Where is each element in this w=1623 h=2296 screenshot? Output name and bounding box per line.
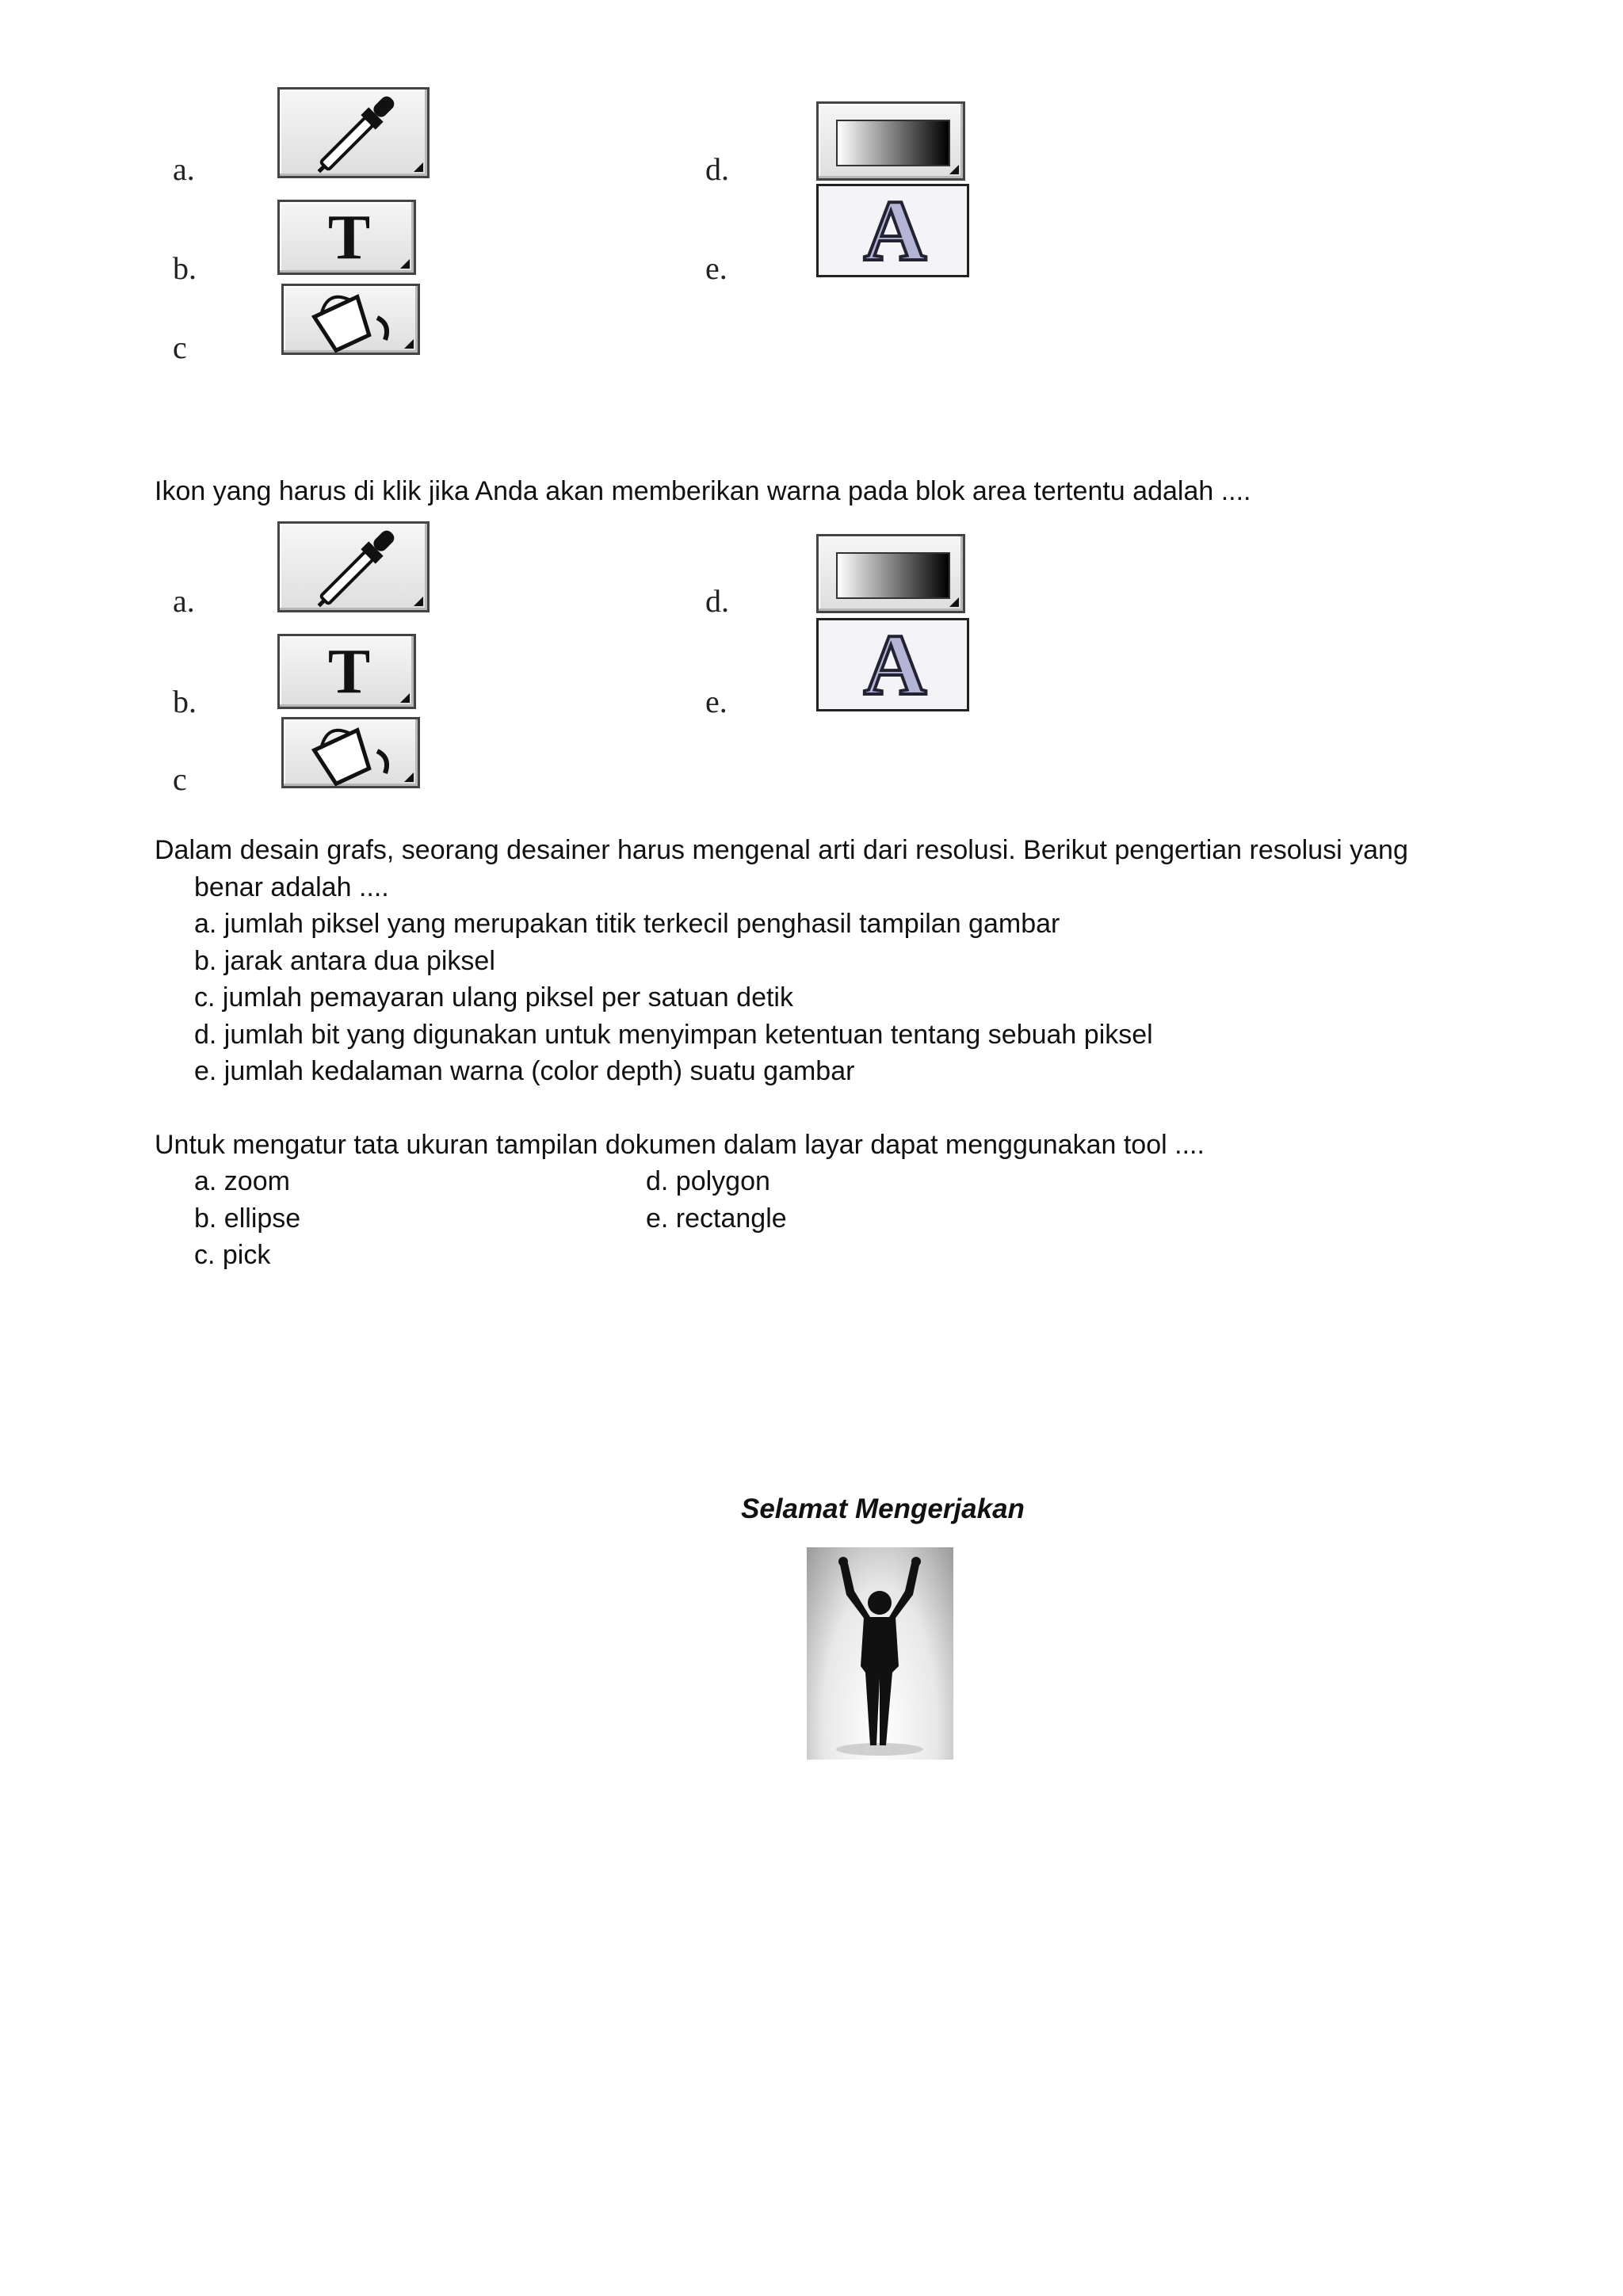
option-letter-c: c <box>173 330 187 365</box>
option-e: e. jumlah kedalaman warna (color depth) suatu gambar <box>194 1056 855 1086</box>
paint-bucket-icon <box>281 717 420 788</box>
question-resolution-line2: benar adalah .... <box>194 872 389 902</box>
artistic-text-icon: A <box>816 618 969 711</box>
closing-message: Selamat Mengerjakan <box>741 1493 1025 1524</box>
gradient-tool-icon <box>816 101 965 181</box>
option-letter-e: e. <box>705 250 727 286</box>
option-letter-a: a. <box>173 151 195 187</box>
option-letter-c: c <box>173 761 187 797</box>
question-icons-text: Ikon yang harus di klik jika Anda akan memberikan warna pada blok area tertentu adalah .... <box>155 476 1251 506</box>
option-a: a. zoom <box>194 1166 290 1196</box>
text-tool-icon: T <box>277 634 416 709</box>
option-letter-e: e. <box>705 684 727 719</box>
eyedropper-icon <box>277 87 430 178</box>
paint-bucket-icon <box>281 284 420 355</box>
option-c: c. jumlah pemayaran ulang piksel per satuan detik <box>194 982 793 1013</box>
option-e: e. rectangle <box>646 1203 787 1234</box>
option-letter-b: b. <box>173 250 197 286</box>
option-b: b. ellipse <box>194 1203 301 1234</box>
artistic-text-icon: A <box>816 184 969 277</box>
gradient-tool-icon <box>816 534 965 613</box>
celebrating-person-image <box>807 1547 953 1760</box>
question-resolution-line1: Dalam desain grafs, seorang desainer harus mengenal arti dari resolusi. Berikut pengertian resolusi yang <box>155 835 1408 865</box>
option-letter-b: b. <box>173 684 197 719</box>
question-zoom-text: Untuk mengatur tata ukuran tampilan dokumen dalam layar dapat menggunakan tool .... <box>155 1130 1205 1160</box>
option-letter-a: a. <box>173 583 195 619</box>
option-c: c. pick <box>194 1240 271 1270</box>
option-letter-d: d. <box>705 151 729 187</box>
option-b: b. jarak antara dua piksel <box>194 946 495 976</box>
option-d: d. polygon <box>646 1166 770 1196</box>
option-a: a. jumlah piksel yang merupakan titik terkecil penghasil tampilan gambar <box>194 909 1060 939</box>
text-tool-icon: T <box>277 200 416 275</box>
option-d: d. jumlah bit yang digunakan untuk menyimpan ketentuan tentang sebuah piksel <box>194 1020 1153 1050</box>
eyedropper-icon <box>277 521 430 612</box>
option-letter-d: d. <box>705 583 729 619</box>
